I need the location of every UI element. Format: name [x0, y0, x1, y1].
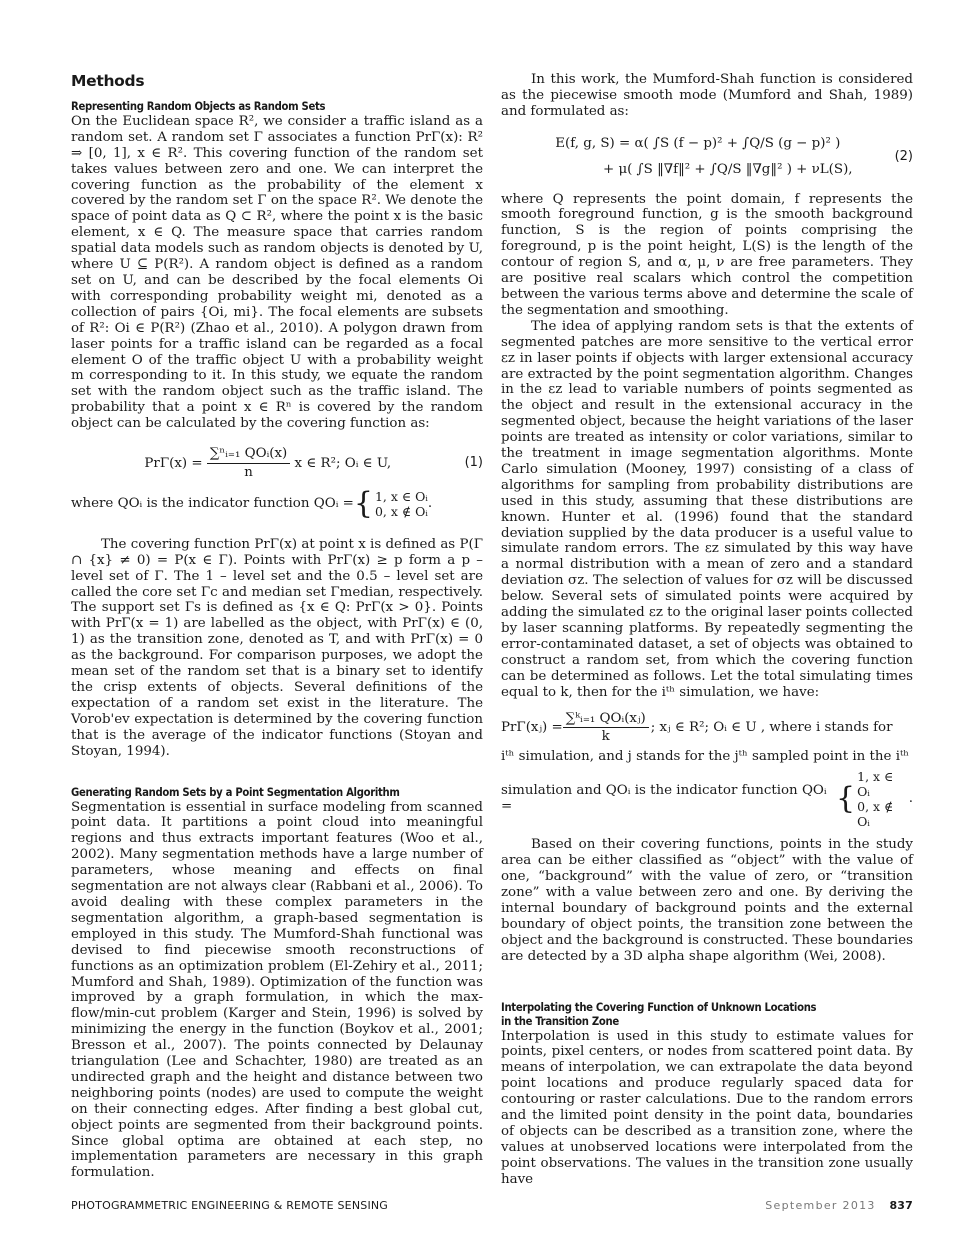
equation-number-1: (1)	[464, 455, 483, 471]
equation-2	[501, 136, 913, 178]
subsection-title-interpolation-line-1: Interpolating the Covering Function of Unknown Locations	[501, 1000, 817, 1014]
equation-3-where	[501, 769, 913, 829]
footer-journal-name: PHOTOGRAMMETRIC ENGINEERING & REMOTE SENSING	[71, 1199, 389, 1212]
paragraph-segmentation: Segmentation is essential in surface modeling from scanned point data. It partitions a point cloud into meaningful regions and thus extracts important features (Woo et al., 2002). Many segmentation methods have a large number of parameters, whose meaning and effects on final segmentation are not always clear (Rabbani et al., 2006). To avoid dealing with these complex parameters in the segmentation algorithm, a graph-based segmentation is employed in this study. The Mumford-Shah functional was devised to find piecewise smooth reconstructions of functions as an optimization problem (El-Zehiry et al., 2011; Mumford and Shah, 1989). Optimization of the function was improved by a graph formulation, in which the max-flow/min-cut problem (Karger and Stein, 1996) is solved by minimizing the energy in the function (Boykov et al., 2001; Bresson et al., 2007). The points connected by Delaunay triangulation (Lee and Schachter, 1980) are treated as an undirected graph and the height and distance between two neighboring points (nodes) are used to compute the weight on their connecting edges. After finding a best global cut, object points are segmented from their background points. Since global optima are obtained at each step, no implementation parameters are necessary in this graph formulation.	[71, 799, 483, 1181]
subsection-title-interpolation-line-2: in the Transition Zone	[501, 1014, 619, 1028]
equation-1	[71, 446, 483, 481]
right-column	[501, 72, 913, 1188]
left-brace-icon: {	[836, 781, 856, 817]
equation-1-body	[71, 446, 465, 481]
eq3-numerator: ∑ᵏᵢ₌₁ QOᵢ(xⱼ)	[563, 711, 649, 729]
eq3-line-2: iᵗʰ simulation, and j stands for the jᵗʰ sampled point in the iᵗʰ	[501, 749, 910, 765]
subsection-title-segmentation: Generating Random Sets by a Point Segmentation Algorithm	[71, 785, 400, 799]
eq3-case-1: 1, x ∈ Oᵢ	[857, 769, 894, 800]
eq3-rhs: ; xⱼ ∈ R²; Oᵢ ∈ U , where i stands for	[650, 719, 893, 735]
eq1-denominator: n	[244, 464, 253, 480]
paragraph-interpolation: Interpolation is used in this study to estimate values for points, pixel centers, or nodes from scattered point data. By means of interpolation, we can extrapolate the data beyond point locations and produce regularly spaced data for contouring or raster calculations. Due to the random errors and the limited point density in the point data, boundaries of objects can be described as a transition zone, where the values at unobserved locations were interpolated from the point observations. The values in the transition zone usually have	[501, 1028, 913, 1187]
eq1-cases	[353, 485, 428, 521]
left-brace-icon: {	[353, 485, 373, 521]
paragraph-mumford-shah-intro: In this work, the Mumford-Shah function is considered as the piecewise smooth mode (Mumford and Shah, 1989) and formulated as:	[501, 72, 913, 119]
subsection-title-random-objects: Representing Random Objects as Random Sets	[71, 99, 326, 113]
paragraph-covering-function: The covering function PrΓ(x) at point x is defined as P(Γ ∩ {x} ≠ 0) = P(x ∈ Γ). Points with PrΓ(x) ≥ p form a p – level set of Γ. The 1 – level set and the 0.5 – level set are called the core set Γc and median set Γmedian, respectively. The support set Γs is defined as {x ∈ Q: PrΓ(x > 0}. Points with PrΓ(x = 1) are labelled as the object, with PrΓ(x) ∈ (0, 1) as the transition zone, denoted as T, and with PrΓ(x) = 0 as the background. For comparison purposes, we adopt the mean set of the random set that is a binary set to identify the crisp extents of objects. Several definitions of the expectation of a random set exist in the literature. The Vorob'ev expectation is determined by the covering function that is the average of the indicator functions (Stoyan and Stoyan, 1994).	[71, 536, 483, 759]
footer-date: September 2013	[765, 1199, 876, 1212]
eq2-line-1: E(f, g, S) = α( ∫S (f − p)² + ∫Q/S (g − p)² )	[555, 135, 841, 151]
equation-1-where	[71, 485, 483, 521]
paragraph-random-sets-simulation: The idea of applying random sets is that the extents of segmented patches are more sensitive to the vertical error εz in laser points if objects with larger extensional accuracy are extracted by the point segmentation algorithm. Changes in the εz lead to variable numbers of points segmented as the object and result in the extensional accuracy in the segmented object, because the height variations of the laser points are treated as intensity or color variations, similar to the treatment in image segmentation algorithms. Monte Carlo simulation (Mooney, 1997) consisting of a class of algorithms for sampling from probability distributions are used in this study, assuming that these distributions are known. Hunter et al. (1996) found that the standard deviation supplied by the data producer is a useful value to simulate random errors. The εz simulated by this way have a normal distribution with a mean of zero and a standard deviation σz. The selection of values for σz will be discussed below. Several sets of simulated points were acquired by adding the simulated εz to the original laser points collected by laser scanning platforms. By repeatedly segmenting the error-contaminated dataset, a set of objects was obtained to construct a random set, from which the covering function can be determined as follows. Let the total simulating times equal to k, then for the iᵗʰ simulation, we have:	[501, 318, 914, 700]
eq1-case-2: 0, x ∉ Oᵢ	[374, 503, 428, 519]
eq3-cases	[836, 769, 909, 829]
paragraph-classification: Based on their covering functions, points in the study area can be either classified as “object” with the value of one, “background” with the value of zero, or “transition zone” with a value between zero and one. By deriving the internal boundary of background points and the external boundary of object points, the transition zone between the object and the background is constructed. These boundaries are detected by a 3D alpha shape algorithm (Wei, 2008).	[501, 837, 913, 964]
eq3-fraction	[563, 711, 649, 746]
eq3-case-2: 0, x ∉ Oᵢ	[857, 799, 894, 830]
left-column	[71, 72, 483, 1181]
eq1-where-text: where QOᵢ is the indicator function QOᵢ =	[71, 495, 354, 511]
eq3-end: .	[908, 791, 913, 807]
eq3-denominator: k	[601, 729, 610, 745]
eq1-numerator: ∑ⁿᵢ₌₁ QOᵢ(x)	[207, 446, 290, 464]
eq1-end: .	[427, 495, 433, 511]
paragraph-random-set-intro: On the Euclidean space R², we consider a traffic island as a random set. A random set Γ associates a function PrΓ(x): R² ⇒ [0, 1], x ∈ R². This covering function of the random set takes values between zero and one. We can interpret the covering function as the probability of the element x covered by the random set Γ on the space R². We denote the space of point data as Q ⊂ R², where the point x is the basic element, x ∈ Q. The measure space that carries random spatial data models such as random objects is denoted by U, where U ⊆ P(R²). A random object is defined as a random set on U, and can be described by the focal elements Oi with corresponding probability weight mi, denoted as a collection of pairs {Oi, mi}. The focal elements are subsets of R²: Oi ∈ P(R²) (Zhao et al., 2010). A polygon drawn from laser points for a traffic island can be regarded as a focal element O of the traffic object U with a probability weight m corresponding to it. In this study, we equate the random set with the random object such as the traffic island. The probability that a point x ∈ Rⁿ is covered by the random object can be calculated by the covering function as:	[71, 113, 483, 432]
eq1-rhs: x ∈ R²; Oᵢ ∈ U,	[294, 455, 392, 471]
eq2-line-2: + μ( ∫S ‖∇f‖² + ∫Q/S ‖∇g‖² ) + νL(S),	[603, 161, 853, 177]
eq1-lhs: PrΓ(x) =	[144, 455, 203, 471]
eq3-lhs: PrΓ(xⱼ) =	[501, 719, 563, 735]
equation-number-2: (2)	[894, 148, 913, 164]
equation-3	[501, 711, 913, 746]
eq1-case-1: 1, x ∈ Oᵢ	[374, 488, 428, 504]
eq1-fraction	[207, 446, 290, 481]
eq3-where-text: simulation and QOᵢ is the indicator function QOᵢ =	[501, 783, 827, 815]
footer-page-number: 837	[889, 1199, 913, 1212]
section-title-methods: Methods	[71, 72, 145, 90]
footer-right	[765, 1199, 913, 1212]
paragraph-equation-2-terms: where Q represents the point domain, f represents the smooth foreground function, g is the smooth background function, S is the region of points comprising the foreground, p is the point height, L(S) is the length of the contour of region S, and α, μ, ν are free parameters. They are positive real scalars which control the competition between the various terms above and determine the scale of the segmentation and smoothing.	[501, 191, 913, 318]
